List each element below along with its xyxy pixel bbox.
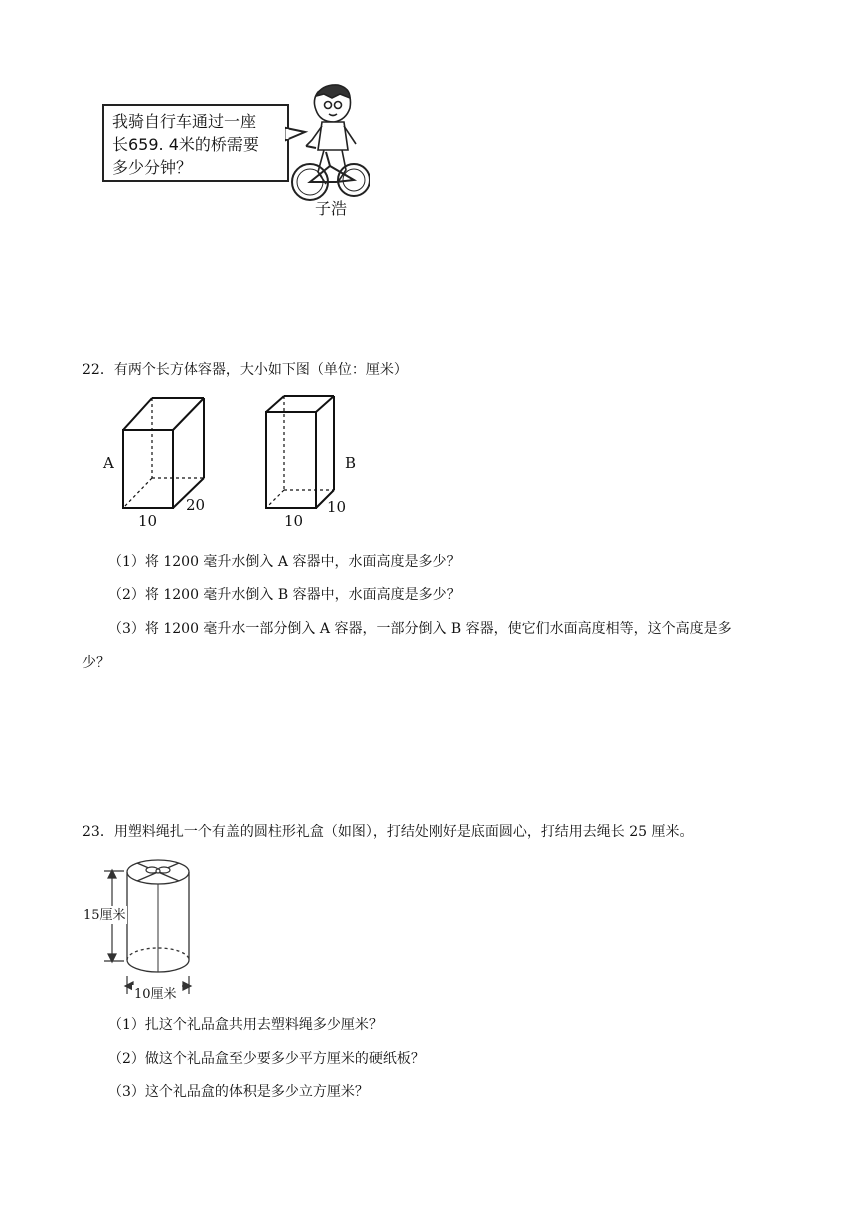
question-23-title: 23．用塑料绳扎一个有盖的圆柱形礼盒（如图），打结处刚好是底面圆心，打结用去绳长 25 厘米。: [82, 824, 694, 840]
question-22-sub-3-line-2: 少？: [82, 655, 110, 671]
question-23-sub-1: （1）扎这个礼品盒共用去塑料绳多少厘米？: [108, 1017, 383, 1033]
gift-box-cylinder-diagram: [82, 852, 202, 1002]
character-name: 子浩: [315, 199, 348, 218]
question-22-title: 22．有两个长方体容器，大小如下图（单位：厘米）: [82, 362, 408, 378]
bicycle-icon: [292, 146, 370, 200]
question-23-sub-2: （2）做这个礼品盒至少要多少平方厘米的硬纸板？: [108, 1051, 425, 1067]
speech-bubble-illustration: [100, 80, 370, 220]
bubble-line-2: 长659. 4米的桥需要: [112, 135, 259, 154]
container-a-label: A: [103, 454, 114, 472]
container-a-shape: [123, 398, 204, 508]
bubble-line-1: 我骑自行车通过一座: [112, 112, 257, 131]
height-label: 15厘米: [83, 908, 126, 923]
question-22-figure: [100, 392, 370, 532]
question-22-sub-1: （1）将 1200 毫升水倒入 A 容器中，水面高度是多少？: [108, 554, 461, 570]
cylinder-shape: [127, 860, 189, 972]
question-23-figure: [82, 852, 202, 1002]
cuboid-containers-diagram: [100, 392, 370, 532]
ribbon-bow-icon: [146, 867, 170, 873]
container-a-depth: 20: [186, 496, 206, 514]
container-b-width: 10: [284, 512, 304, 530]
container-a-width: 10: [138, 512, 158, 530]
question-23-sub-3: （3）这个礼品盒的体积是多少立方厘米？: [108, 1084, 369, 1100]
cartoon-figure: [100, 80, 370, 220]
container-b-shape: [266, 396, 334, 508]
bubble-line-3: 多少分钟？: [112, 158, 193, 177]
question-22-sub-3-line-1: （3）将 1200 毫升水一部分倒入 A 容器，一部分倒入 B 容器，使它们水面高度相等，这个高度是多: [108, 621, 732, 637]
question-22-sub-2: （2）将 1200 毫升水倒入 B 容器中，水面高度是多少？: [108, 587, 461, 603]
container-b-label: B: [345, 454, 357, 472]
container-b-depth: 10: [327, 498, 347, 516]
diameter-label: 10厘米: [134, 987, 177, 1002]
